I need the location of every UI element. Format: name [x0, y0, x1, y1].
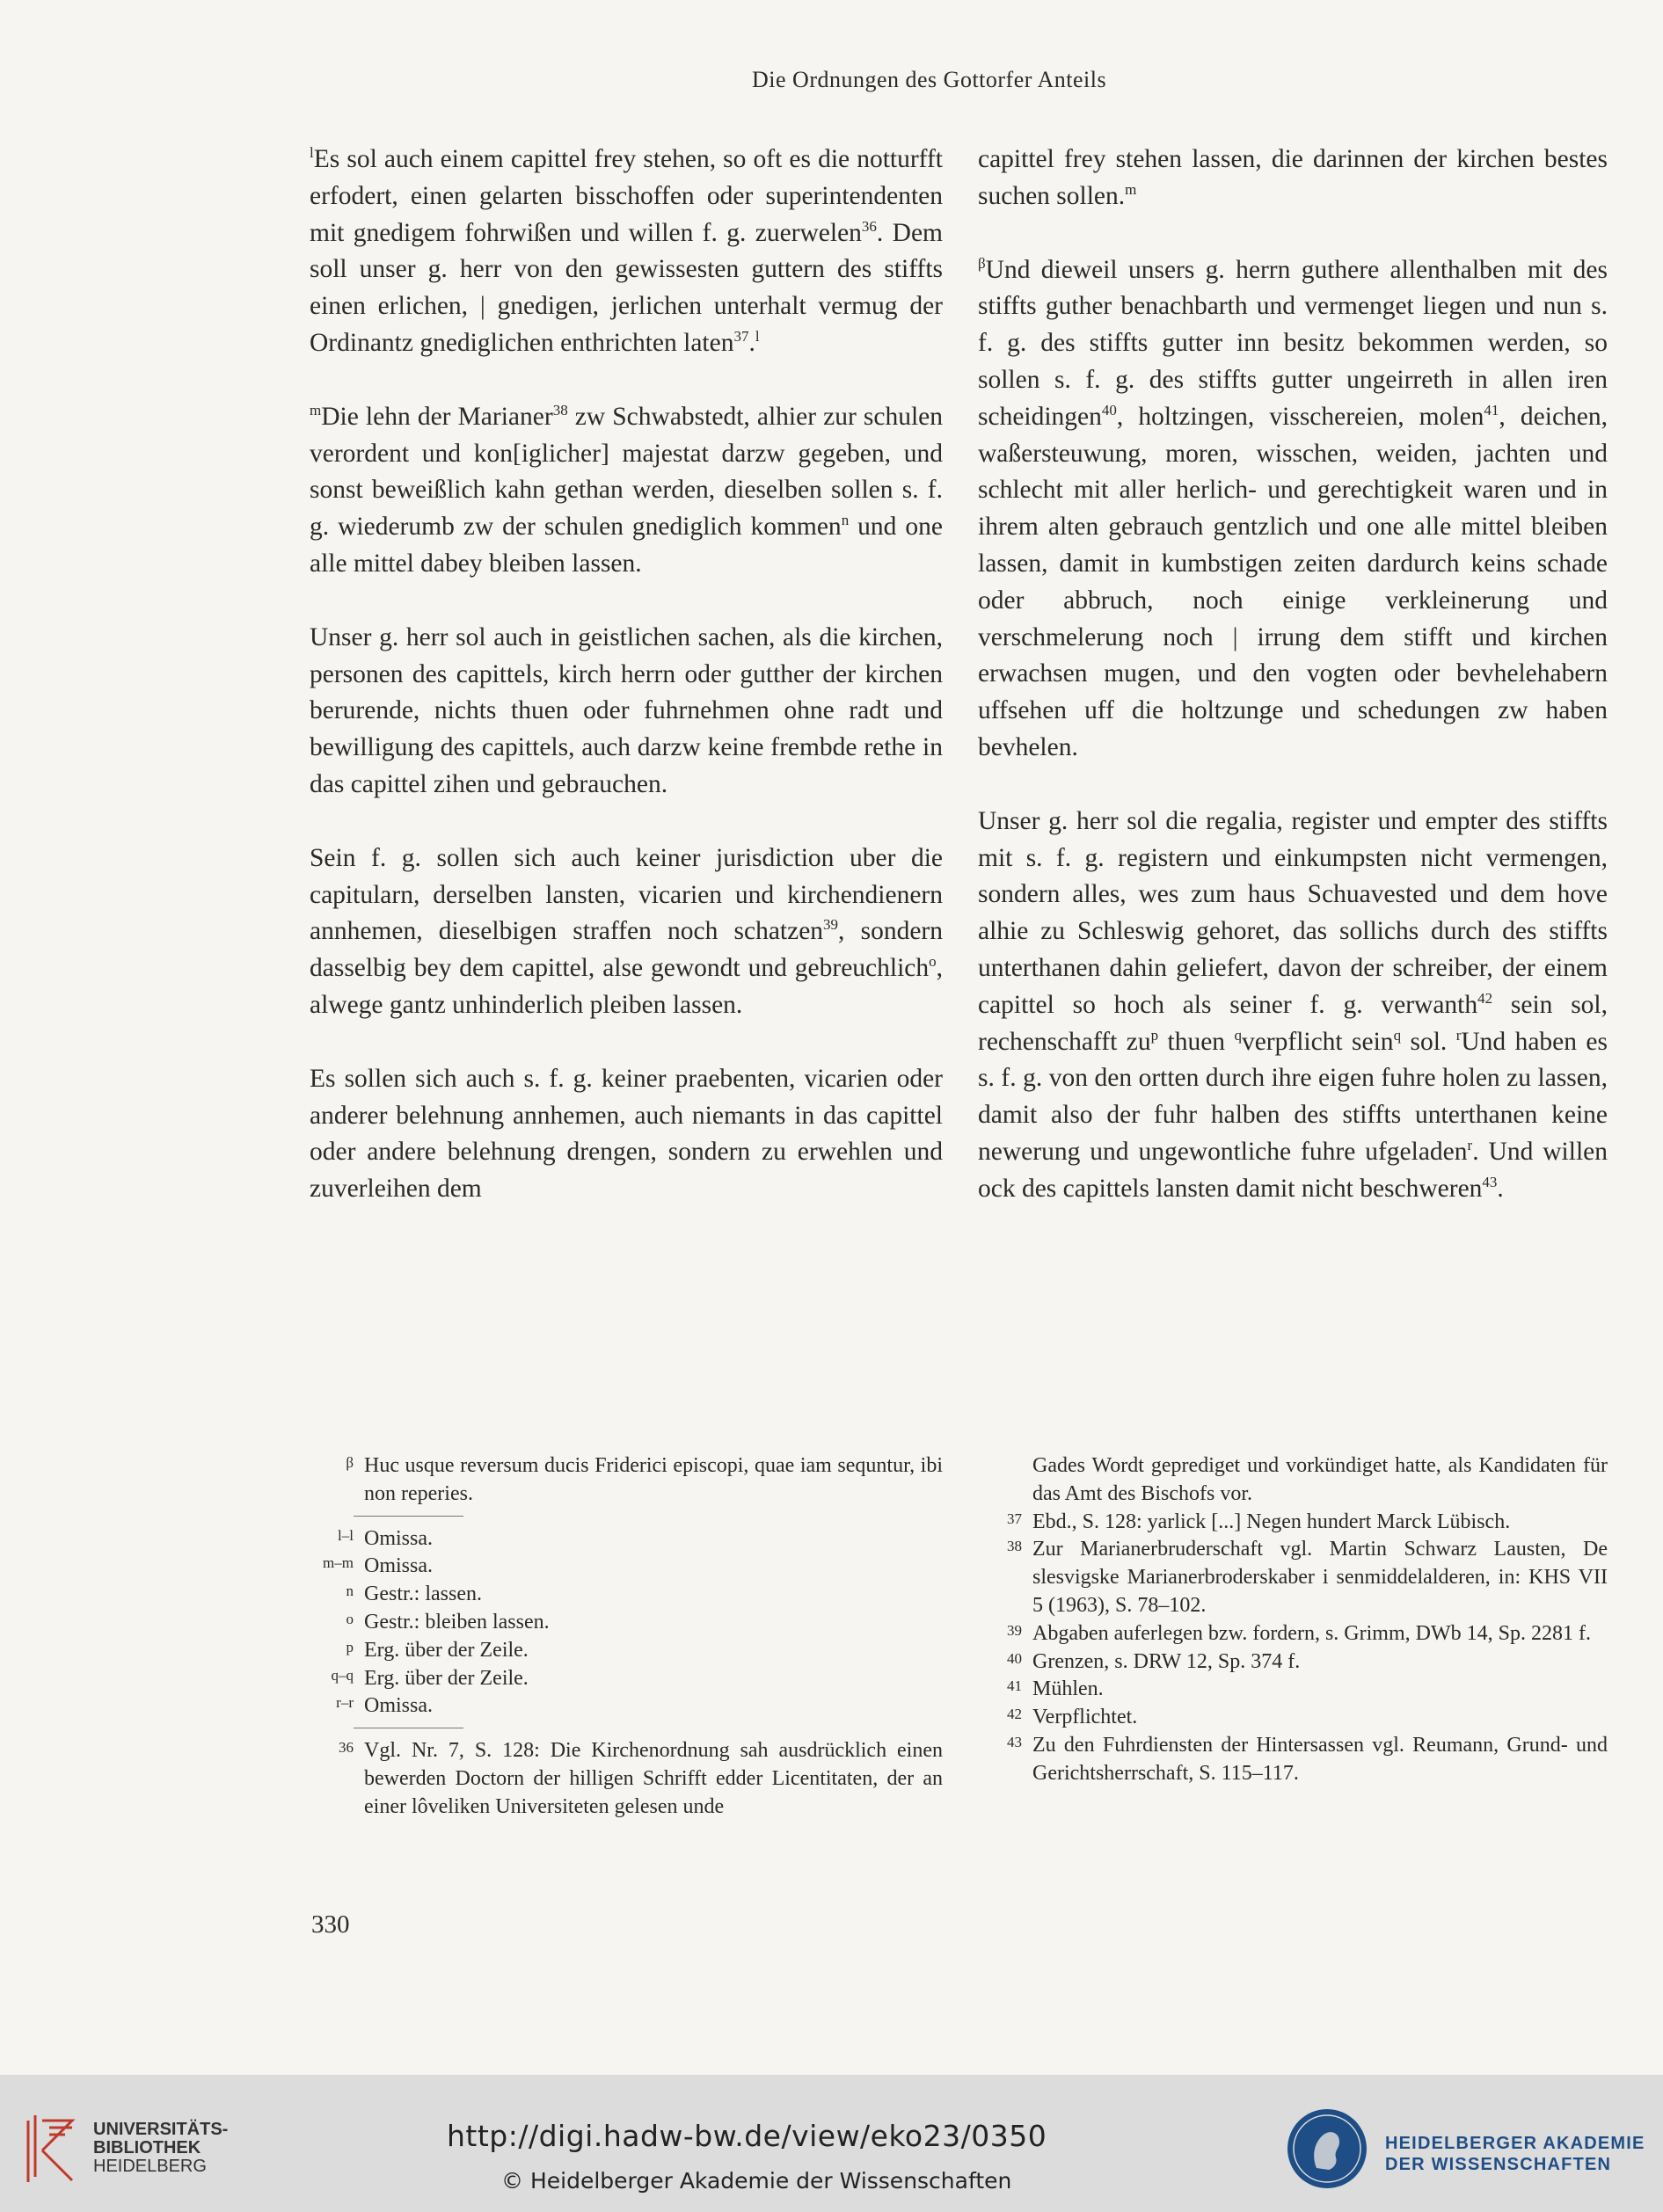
footnote-marker: o [346, 1610, 354, 1627]
paragraph [310, 142, 943, 362]
footnote-marker: l–l [338, 1526, 354, 1544]
left-text-column [310, 142, 943, 1245]
footnote-text: Mühlen. [1032, 1677, 1104, 1701]
footnote-marker: n [346, 1583, 354, 1600]
permalink-url[interactable]: http://digi.hadw-bw.de/view/eko23/0350 [447, 2119, 1047, 2153]
text-run: , holtzingen, visschereien, molen [1116, 402, 1484, 431]
footnote-marker: q–q [331, 1666, 354, 1684]
text-run: capittel frey stehen lassen, die darinnen der kirchen bestes suchen sollen. [978, 145, 1608, 210]
text-run: Und haben es s. f. g. von den ortten durch ihre eigen fuhre holen zu lassen, damit also der fuhr halben des stiffts unterthanen keine newerung und ungewontliche fuhre ufgeladen [978, 1027, 1608, 1166]
footnote [978, 1704, 1608, 1732]
page-number: 330 [311, 1910, 350, 1939]
text-run: Es sol auch einem capittel frey stehen, so oft es die notturfft erfodert, einen gelarten bisschoffen oder superintendenten mit gnedigem fohrwißen und willen f. g. zuerwelen [310, 145, 943, 247]
footnote [310, 1553, 943, 1581]
note-marker: m [310, 401, 322, 418]
footnote [310, 1609, 943, 1637]
footnote-text: Gestr.: bleiben lassen. [364, 1610, 550, 1634]
text-run: Die lehn der Marianer [321, 402, 553, 431]
footnote [310, 1665, 943, 1693]
footnote-marker: p [346, 1638, 354, 1655]
footnote-marker: r–r [336, 1694, 354, 1712]
footnote-text: Erg. über der Zeile. [364, 1638, 529, 1662]
footnote [310, 1692, 943, 1721]
right-text-column [978, 142, 1608, 1245]
text-run: Es sollen sich auch s. f. g. keiner praebenten, vicarien oder anderer belehnung annhemen, auch niemants in das capittel oder andere belehnung drengen, sondern zu erwehlen und zuverleihen dem [310, 1064, 943, 1204]
running-header: Die Ordnungen des Gottorfer Anteils [752, 67, 1107, 92]
footnote-text: Grenzen, s. DRW 12, Sp. 374 f. [1032, 1649, 1301, 1673]
footnote-marker [978, 1452, 1032, 1509]
footnote-text: Zu den Fuhrdiensten der Hintersassen vgl. Reumann, Grund- und Gerichtsherrschaft, S. 115–117. [1032, 1733, 1608, 1785]
paragraph [310, 399, 943, 583]
note-marker: 43 [1482, 1173, 1498, 1190]
footnote-text: Gestr.: lassen. [364, 1583, 482, 1606]
footnote-text: Verpflichtet. [1032, 1706, 1138, 1729]
note-marker: 41 [1484, 401, 1499, 418]
footnote [978, 1648, 1608, 1677]
copyright-notice: © Heidelberger Akademie der Wissenschaften [501, 2168, 1012, 2194]
footnote-text: Ebd., S. 128: yarlick [...] Negen hundert Marck Lübisch. [1032, 1510, 1511, 1533]
note-marker: r [1467, 1137, 1473, 1154]
text-run: Und dieweil unsers g. herrn guthere allenthalben mit des stiffts guther benachbarth und vermenget liegen und nun s. f. g. des stiffts gutter inn besitz bekommen werden, so sollen s. f. g. des stiffts gutter ungeirreth in allen iren scheidingen [978, 255, 1608, 431]
footnote-text: Abgaben auferlegen bzw. fordern, s. Grimm, DWb 14, Sp. 2281 f. [1032, 1621, 1591, 1645]
text-run: Sein f. g. sollen sich auch keiner jurisdiction uber die capitularn, derselben lansten, vicarien und kirchendienern annhemen, dieselbigen straffen noch schatzen [310, 843, 943, 946]
text-run: . [748, 328, 755, 357]
footnote-marker: 41 [1007, 1677, 1022, 1695]
footnote [978, 1676, 1608, 1704]
footnote-marker: 37 [1007, 1510, 1022, 1527]
footnote-text: Zur Marianerbruderschaft vgl. Martin Schwarz Lausten, De slesvigske Marianerbroderskaber i senmiddelalderen, in: KHS VII 5 (1963), S. 78–102. [1032, 1538, 1608, 1617]
note-marker: 37 [733, 328, 749, 346]
footnote [978, 1620, 1608, 1648]
text-run: zw Schwabstedt, alhier zur schulen verordent und kon[iglicher] majestat darzw gegeben, und sonst beweißlich kahn gethan werden, dieselben sollen s. f. g. wiederumb zw der schulen gnediglich kommen [310, 402, 943, 542]
note-marker: p [1150, 1026, 1159, 1044]
text-run: Unser g. herr sol auch in geistlichen sachen, als die kirchen, personen des capittels, kirch herrn oder gutther der kirchen berurende, nichts thuen oder fuhrnehmen ohne radt und bewilligung des capittels, auch darzw keine frembde rethe in das capittel zihen und gebrauchen. [310, 622, 943, 798]
note-marker: q [1393, 1026, 1402, 1044]
paragraph [310, 620, 943, 804]
footnote-text: Vgl. Nr. 7, S. 128: Die Kirchenordnung sah ausdrücklich einen bewerden Doctorn der hilligen Schrifft edder Licentitaten, der an einer lôveliken Universiteten gelesen unde [364, 1739, 943, 1818]
footnote [978, 1452, 1608, 1509]
note-marker: l [310, 144, 314, 162]
footnote-text: Omissa. [364, 1554, 433, 1578]
footnote-marker: 42 [1007, 1706, 1022, 1723]
text-run: sein sol, rechenschafft zu [978, 990, 1608, 1056]
footnote-marker: m–m [323, 1554, 354, 1572]
footnote-marker: 43 [1007, 1733, 1022, 1750]
note-marker: l [755, 328, 760, 346]
footnote [978, 1536, 1608, 1619]
paragraph [978, 252, 1608, 767]
text-run: , alwege gantz unhinderlich pleiben lassen. [310, 954, 943, 1019]
paragraph [978, 804, 1608, 1208]
academy-seal-icon [1285, 2106, 1369, 2191]
viewer-footer [0, 2075, 1663, 2212]
footnote-marker: 36 [339, 1739, 354, 1757]
footnote-marker: 38 [1007, 1538, 1022, 1555]
note-marker: 39 [823, 916, 839, 934]
note-marker: q [1234, 1026, 1242, 1044]
footnote [978, 1509, 1608, 1537]
paragraph [310, 1061, 943, 1208]
university-library-logo-icon [19, 2112, 90, 2186]
footnote [310, 1637, 943, 1665]
note-marker: 36 [861, 217, 877, 235]
text-run: , sondern dasselbig bey dem capittel, alse gewondt und gebreuchlich [310, 917, 943, 983]
footnote-text: Erg. über der Zeile. [364, 1666, 529, 1690]
note-marker: o [929, 953, 937, 971]
footnotes-left [310, 1452, 943, 1822]
footnote-marker: 39 [1007, 1621, 1022, 1639]
text-run: , deichen, waßersteuwung, moren, wisschen, weiden, jachten und schlecht mit aller herlich- und gerechtigkeit waren und in ihrem alten gebrauch gentzlich und one alle mittel bleiben lassen, damit in kumbstigen zeiten dardurch keins schade oder abbruch, noch einige verkleinerung und verschmelerung noch | irrung dem stifft und kirchen erwachsen mugen, und den vogten oder bevhelehabern uffsehen uff die holtzunge und schedungen zw haben bevhelen. [978, 402, 1608, 761]
text-run: . Und willen ock des capittels lansten damit nicht beschweren [978, 1137, 1608, 1203]
footnote-text: Huc usque reversum ducis Friderici episcopi, quae iam sequntur, ibi non reperies. [364, 1454, 943, 1505]
footnote-text: Gades Wordt geprediget und vorkündiget hatte, als Kandidaten für das Amt des Bischofs vor. [1032, 1454, 1608, 1505]
note-marker: r [1455, 1026, 1462, 1044]
footnote-divider [354, 1516, 463, 1517]
paragraph [310, 840, 943, 1024]
footnote [310, 1525, 943, 1553]
note-marker: 40 [1101, 401, 1117, 418]
footnote-marker: β [346, 1454, 354, 1471]
note-marker: m [1125, 180, 1137, 198]
note-marker: 42 [1477, 989, 1493, 1007]
footnote [978, 1732, 1608, 1788]
text-run: Unser g. herr sol die regalia, register und empter des stiffts mit s. f. g. registern und einkumpsten nicht vermengen, sondern alles, wes zum haus Schuavested und dem hove alhie zu Schleswig gehoret, das sollichs durch des stiffts unterthanen dahin geliefert, davon der schreiber, der einem capittel so hoch als seiner f. g. verwanth [978, 806, 1608, 1019]
note-marker: n [841, 512, 850, 529]
note-marker: 38 [552, 401, 568, 418]
note-marker: β [978, 254, 986, 272]
text-run: sol. [1401, 1027, 1456, 1056]
footnote-marker: 40 [1007, 1649, 1022, 1667]
university-library-name: UNIVERSITÄTS- BIBLIOTHEK HEIDELBERG [93, 2120, 229, 2176]
footnote-text: Omissa. [364, 1694, 433, 1718]
text-run: . Dem soll unser g. herr von den gewissesten guttern des stiffts einen erlichen, | gnedigen, jerlichen unterhalt vermug der Ordinantz gnediglichen enthrichten laten [310, 218, 943, 357]
paragraph [978, 142, 1608, 215]
text-run: . [1497, 1174, 1504, 1203]
footnote [310, 1581, 943, 1609]
footnotes-right [978, 1452, 1608, 1788]
text-run: thuen [1158, 1027, 1235, 1056]
text-run: verpflicht sein [1241, 1027, 1394, 1056]
academy-name: HEIDELBERGER AKADEMIE DER WISSENSCHAFTEN [1385, 2134, 1645, 2174]
text-run: und one alle mittel dabey bleiben lassen. [310, 513, 943, 578]
footnote-text: Omissa. [364, 1526, 433, 1550]
footnote [310, 1452, 943, 1509]
footnote [310, 1737, 943, 1821]
